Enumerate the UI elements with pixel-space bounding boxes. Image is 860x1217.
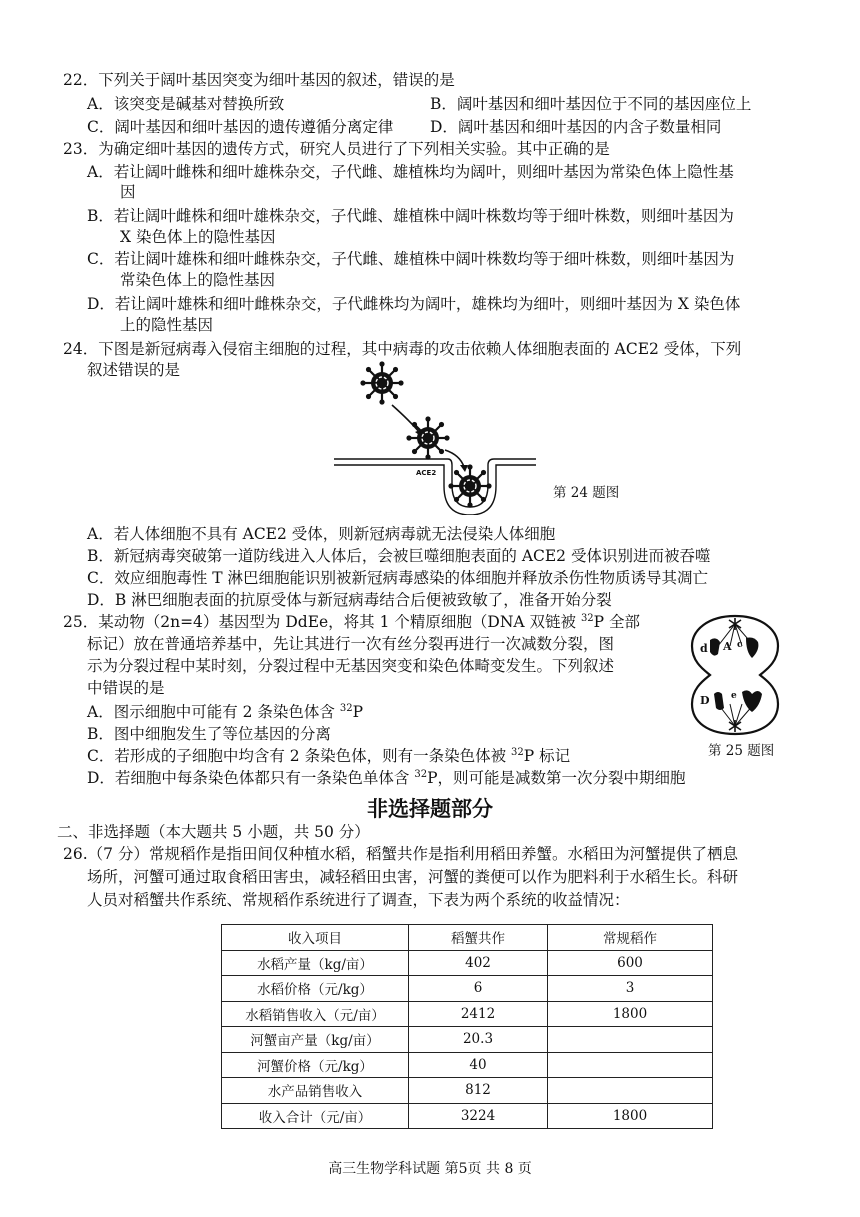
section-subtitle: 二、非选择题（本大题共 5 小题，共 50 分） [57,823,370,841]
q25-option-a: A．图示细胞中可能有 2 条染色体含 $^{32}$P [87,702,364,721]
q25-stem-cont-3: 中错误的是 [87,679,165,697]
table-header-row [222,925,713,951]
q24-option-a: A．若人体细胞不具有 ACE2 受体，则新冠病毒就无法侵染人体细胞 [87,525,556,543]
virus-particle-2 [406,416,449,459]
q25-option-b: B．图中细胞发生了等位基因的分离 [87,725,331,743]
table-row [222,1103,713,1129]
table-cell: 402 [409,950,548,976]
table-cell: 水稻产量（kg/亩） [222,950,409,976]
table-cell: 河蟹价格（元/kg） [222,1052,409,1078]
table-cell: 河蟹亩产量（kg/亩） [222,1027,409,1053]
q23-stem: 23．为确定细叶基因的遗传方式，研究人员进行了下列相关实验。其中正确的是 [63,140,610,158]
q26-line-2: 场所，河蟹可通过取食稻田害虫，减轻稻田虫害，河蟹的粪便可以作为肥料利于水稻生长。科研 [87,868,739,886]
dividing-cell-figure [688,612,782,738]
q26-line-3: 人员对稻蟹共作系统、常规稻作系统进行了调查，下表为两个系统的收益情况： [87,891,630,909]
table-row [222,1001,713,1027]
table-header-cell: 稻蟹共作 [409,925,548,951]
table-cell: 水稻销售收入（元/亩） [222,1001,409,1027]
q23-option-a: A．若让阔叶雌株和细叶雄株杂交，子代雌、雄植株均为阔叶，则细叶基因为常染色体上隐性基 [87,163,734,181]
q24-option-c: C．效应细胞毒性 T 淋巴细胞能识别被新冠病毒感染的体细胞并释放杀伤性物质诱导其凋亡 [87,569,709,587]
virus-entry-figure [330,355,540,515]
ace2-label: ACE2 [416,469,437,477]
q23-option-a-cont: 因 [120,183,136,201]
q22-option-d: D．阔叶基因和细叶基因的内含子数量相同 [430,118,722,136]
q25-stem-cont-2: 示为分裂过程中某时刻，分裂过程中无基因突变和染色体畸变发生。下列叙述 [87,657,615,675]
table-cell: 20.3 [409,1027,548,1053]
q25-option-c: C．若形成的子细胞中均含有 2 条染色体，则有一条染色体被 $^{32}$P 标记 [87,746,571,765]
table-cell: 812 [409,1078,548,1104]
q24-stem-cont: 叙述错误的是 [87,361,181,379]
q24-option-b: B．新冠病毒突破第一道防线进入人体后，会被巨噬细胞表面的 ACE2 受体识别进而被吞噬 [87,547,711,565]
table-cell: 水稻价格（元/kg） [222,976,409,1002]
q26-line-1: 26.（7 分）常规稻作是指田间仅种植水稻，稻蟹共作是指利用稻田养蟹。水稻田为河蟹提供了栖息 [63,845,738,863]
q23-option-b-cont: X 染色体上的隐性基因 [120,228,276,246]
table-cell: 40 [409,1052,548,1078]
q23-option-b: B．若让阔叶雌株和细叶雄株杂交，子代雌、雄植株中阔叶株数均等于细叶株数，则细叶基因为 [87,207,734,225]
table-cell: 6 [409,976,548,1002]
gene-label-e: e [731,691,737,701]
table-cell: 3 [548,976,713,1002]
table-row [222,1027,713,1053]
q24-stem: 24．下图是新冠病毒入侵宿主细胞的过程，其中病毒的攻击依赖人体细胞表面的 ACE2 受体，下列 [63,340,742,358]
table-cell: 1800 [548,1001,713,1027]
q22-option-b: B．阔叶基因和细叶基因位于不同的基因座位上 [430,95,752,113]
arrow-1 [392,405,420,433]
section-heading: 非选择题部分 [367,797,493,821]
q23-option-c: C．若让阔叶雄株和细叶雌株杂交，子代雌、雄植株中阔叶株数均等于细叶株数，则细叶基因为 [87,250,735,268]
income-table [221,924,713,1129]
q22-stem: 22．下列关于阔叶基因突变为细叶基因的叙述，错误的是 [63,71,455,89]
virus-particle-1 [360,361,403,404]
gene-label-A: A [723,640,732,653]
table-cell [548,1052,713,1078]
table-cell [548,1027,713,1053]
q24-option-d: D．B 淋巴细胞表面的抗原受体与新冠病毒结合后便被致敏了，准备开始分裂 [87,591,612,609]
q22-option-a: A．该突变是碱基对替换所致 [87,95,285,113]
chromosomes-top [710,638,758,659]
table-cell: 3224 [409,1103,548,1129]
virus-particle-3 [448,464,491,507]
table-cell: 水产品销售收入 [222,1078,409,1104]
table-header-cell: 收入项目 [222,925,409,951]
table-header-cell: 常规稻作 [548,925,713,951]
gene-label-c: c [737,640,743,650]
gene-label-d: d [700,642,708,655]
table-cell: 1800 [548,1103,713,1129]
table-row [222,976,713,1002]
q25-stem: 25．某动物（2n=4）基因型为 DdEe，将其 1 个精原细胞（DNA 双链被 $^{32}$P 全部 [63,612,641,631]
fig24-caption: 第 24 题图 [553,485,620,501]
chromosomes-bottom [714,690,762,712]
gene-label-D: D [700,694,710,707]
cell-membrane [334,459,536,515]
q23-option-d: D．若让阔叶雄株和细叶雌株杂交，子代雌株均为阔叶，雄株均为细叶，则细叶基因为 X 染色体 [87,295,741,313]
table-cell: 2412 [409,1001,548,1027]
table-row [222,1052,713,1078]
table-cell: 收入合计（元/亩） [222,1103,409,1129]
q25-option-d: D．若细胞中每条染色体都只有一条染色单体含 $^{32}$P，则可能是减数第一次分裂中期细胞 [87,768,686,787]
cell-outline [692,616,778,734]
q23-option-d-cont: 上的隐性基因 [120,316,214,334]
table-row [222,950,713,976]
q22-option-c: C．阔叶基因和细叶基因的遗传遵循分离定律 [87,118,394,136]
q25-stem-cont-1: 标记）放在普通培养基中，先让其进行一次有丝分裂再进行一次减数分裂，图 [87,635,615,653]
page-footer: 高三生物学科试题 第5页 共 8 页 [328,1161,532,1177]
table-cell [548,1078,713,1104]
table-cell: 600 [548,950,713,976]
table-row [222,1078,713,1104]
fig25-caption: 第 25 题图 [708,743,775,759]
q23-option-c-cont: 常染色体上的隐性基因 [120,271,276,289]
